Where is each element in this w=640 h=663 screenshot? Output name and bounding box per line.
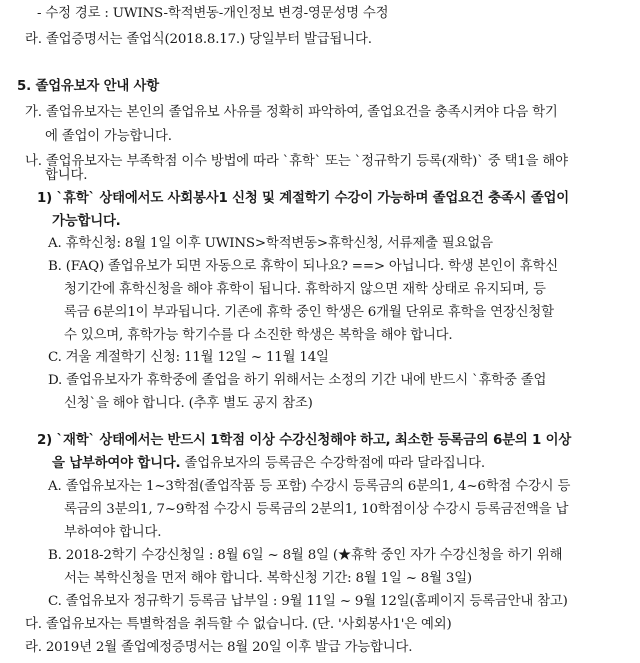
subitem-1D-line1: D. 졸업유보자가 휴학중에 졸업을 하기 위해서는 소정의 기간 내에 반드시 `휴학중 졸업	[48, 373, 547, 388]
subitem-2B-line2: 서는 복학신청을 먼저 해야 합니다. 복학신청 기간: 8월 1일 ~ 8월 3일)	[64, 571, 472, 586]
subitem-2-normal-part: 졸업유보자의 등록금은 수강학점에 따라 달라집니다.	[180, 456, 485, 471]
subitem-2A-line3: 부하여야 합니다.	[64, 525, 162, 540]
subitem-1B-line4: 수 있으며, 휴학가능 학기수를 다 소진한 학생은 복학을 해야 합니다.	[64, 328, 453, 343]
subitem-2-line1: 2) `재학` 상태에서는 반드시 1학점 이상 수강신청해야 하고, 최소한 등록금의 6분의 1 이상	[37, 433, 572, 448]
section-5-heading: 5. 졸업유보자 안내 사항	[17, 79, 160, 94]
subitem-2B-line1: B. 2018-2학기 수강신청일 : 8월 6일 ~ 8월 8일 (★휴학 중인 자가 수강신청을 하기 위해	[48, 548, 563, 563]
item-ra-certificate: 라. 졸업증명서는 졸업식(2018.8.17.) 당일부터 발급됩니다.	[25, 32, 372, 47]
subitem-1C: C. 겨울 계절학기 신청: 11월 12일 ~ 11월 14일	[48, 350, 329, 365]
item-ga-line2: 에 졸업이 가능합니다.	[45, 129, 172, 144]
subitem-1-line1: 1) `휴학` 상태에서도 사회봉사1 신청 및 계절학기 수강이 가능하며 졸업요건 충족시 졸업이	[37, 191, 569, 206]
subitem-1A: A. 휴학신청: 8월 1일 이후 UWINS>학적변동>휴학신청, 서류제출 필요없음	[48, 236, 493, 251]
edit-path-line: - 수정 경로 : UWINS-학적변동-개인정보 변경-영문성명 수정	[37, 6, 389, 21]
subitem-2-bold-part: 을 납부하여야 합니다.	[52, 456, 181, 471]
item-da: 다. 졸업유보자는 특별학점을 취득할 수 없습니다. (단. '사회봉사1'은 예외)	[25, 617, 452, 632]
subitem-1D-line2: 신청`을 해야 합니다. (추후 별도 공지 참조)	[64, 396, 313, 411]
subitem-2C: C. 졸업유보자 정규학기 등록금 납부일 : 9월 11일 ~ 9월 12일(홈페이지 등록금안내 참고)	[48, 594, 568, 609]
item-na-line2: 합니다.	[45, 168, 88, 183]
subitem-1B-line2: 청기간에 휴학신청을 해야 휴학이 됩니다. 휴학하지 않으면 재학 상태로 유지되며, 등	[64, 282, 546, 297]
item-na-line1: 나. 졸업유보자는 부족학점 이수 방법에 따라 `휴학` 또는 `정규학기 등록(재학)` 중 택1을 해야	[25, 154, 568, 169]
subitem-1B-line1: B. (FAQ) 졸업유보가 되면 자동으로 휴학이 되나요? ==> 아닙니다. 학생 본인이 휴학신	[48, 259, 558, 274]
subitem-1B-line3: 록금 6분의1이 부과됩니다. 기존에 휴학 중인 학생은 6개월 단위로 휴학을 연장신청할	[64, 305, 554, 320]
subitem-2-line2	[52, 455, 485, 473]
item-ra-expected-certificate: 라. 2019년 2월 졸업예정증명서는 8월 20일 이후 발급 가능합니다.	[25, 640, 413, 655]
item-ga-line1: 가. 졸업유보자는 본인의 졸업유보 사유를 정확히 파악하여, 졸업요건을 충족시켜야 다음 학기	[25, 105, 558, 120]
subitem-2A-line1: A. 졸업유보자는 1~3학점(졸업작품 등 포함) 수강시 등록금의 6분의1, 4~6학점 수강시 등	[48, 479, 571, 494]
subitem-1-line2: 가능합니다.	[52, 214, 121, 229]
subitem-2A-line2: 록금의 3분의1, 7~9학점 수강시 등록금의 2분의1, 10학점이상 수강시 등록금전액을 납	[64, 502, 569, 517]
